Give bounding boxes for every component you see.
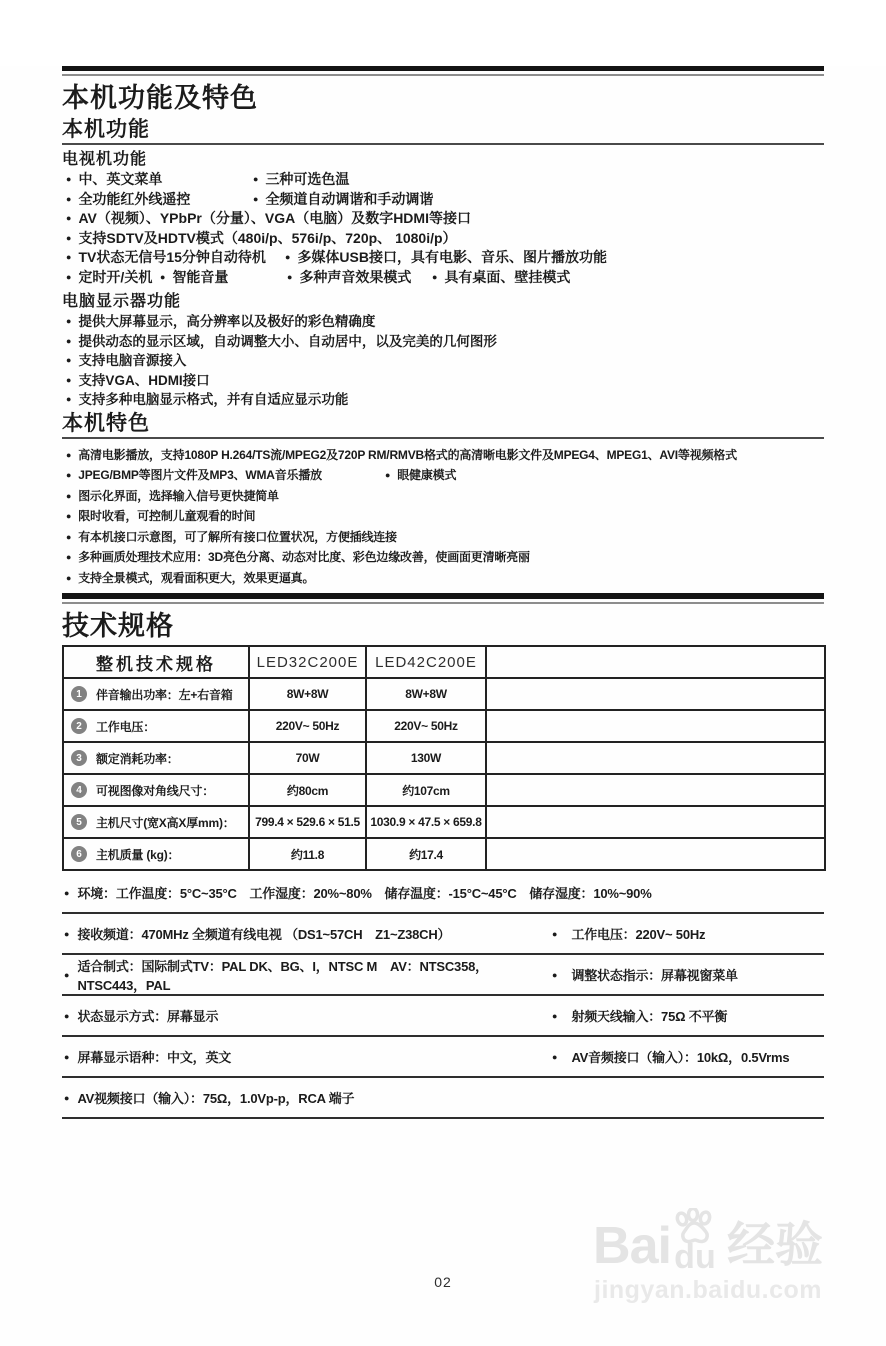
feature-text: 图示化界面，选择输入信号更快捷简单 [78, 488, 279, 503]
pc-feature-row [62, 371, 824, 391]
pc-feature-text: 支持电脑音源接入 [78, 353, 187, 368]
feature-row [62, 465, 824, 486]
bullet-icon: ● [66, 531, 72, 542]
tv-feature-text: 全频道自动调谐和手动调谐 [265, 190, 434, 207]
top-divider [62, 66, 824, 76]
spec-value-empty [486, 742, 825, 774]
feature-item [66, 568, 314, 589]
feature-text: 多种画质处理技术应用：3D亮色分离、动态对比度、彩色边缘改善，使画面更清晰亮丽 [78, 550, 530, 564]
tv-feature-text: 中、英文菜单 [78, 171, 163, 187]
spec-value-model1: 8W+8W [249, 678, 366, 710]
section-title-specs: 技术规格 [62, 611, 174, 641]
tv-feature-text: 多媒体USB接口，具有电影、音乐、图片播放功能 [297, 249, 607, 265]
spec-label-cell [63, 838, 249, 870]
tv-feature-text: 智能音量 [172, 268, 229, 285]
feature-text: 有本机接口示意图，可了解所有接口位置状况，方便插线连接 [78, 529, 397, 544]
spec-value-empty [486, 678, 825, 710]
spec-value-model1: 799.4 × 529.6 × 51.5 [249, 806, 366, 838]
spec-table-title: 整机技术规格 [63, 646, 249, 678]
spec-value-model2: 220V~ 50Hz [366, 710, 486, 742]
tv-feature-item [285, 248, 607, 268]
bullet-icon: ● [552, 1051, 558, 1062]
pc-feature-text: 提供动态的显示区域，自动调整大小、自动居中，以及完美的几何图形 [78, 333, 497, 349]
feature-row [62, 527, 824, 548]
model-column-2: LED42C200E [366, 646, 486, 678]
pc-feature-item [66, 351, 186, 371]
spec-value-model1: 约11.8 [249, 838, 366, 870]
spec-label-flex [64, 750, 248, 767]
spec-value-empty [486, 838, 825, 870]
watermark-brand-right: du [674, 1238, 716, 1276]
spec-detail-left-text: 屏幕显示语种：中文，英文 [77, 1050, 232, 1065]
feature-text: 支持全景模式，观看面积更大，效果更逼真。 [78, 570, 315, 585]
tv-feature-item [160, 268, 287, 288]
spec-detail-row [62, 1037, 824, 1078]
bullet-icon: ● [253, 193, 259, 204]
section-title-features: 本机特色 [62, 412, 824, 439]
tv-feature-row [62, 209, 824, 229]
spec-detail-right-text: 调整状态指示：屏幕视窗菜单 [571, 968, 738, 983]
spec-label-flex [64, 718, 248, 735]
manual-page [0, 66, 886, 1346]
feature-item [66, 547, 530, 568]
spec-value-empty [486, 806, 825, 838]
pc-feature-item [66, 390, 348, 410]
spec-detail-row [62, 873, 824, 914]
bullet-icon: ● [66, 271, 72, 282]
spec-label-text: 主机质量 (kg)： [96, 847, 180, 862]
tv-feature-row [62, 248, 824, 268]
bullet-icon: ● [64, 928, 70, 939]
spec-value-model2: 8W+8W [366, 678, 486, 710]
spec-detail-left [62, 1088, 824, 1107]
spec-detail-row [62, 996, 824, 1037]
pc-feature-text: 提供大屏幕显示，高分辨率以及极好的彩色精确度 [78, 314, 376, 329]
spec-detail-left-text: 环境：工作温度：5°C~35°C 工作湿度：20%~80% 储存温度：-15°C~45°C 储存湿度：10%~90% [77, 886, 652, 901]
spec-label-cell [63, 742, 249, 774]
model-column-1: LED32C200E [249, 646, 366, 678]
spec-detail-right [552, 1006, 824, 1025]
empty-column [486, 646, 825, 678]
bullet-icon: ● [66, 572, 72, 583]
bullet-icon: ● [66, 511, 72, 521]
spec-detail-left [62, 1047, 552, 1066]
feature-text: 眼健康模式 [397, 468, 457, 482]
tv-feature-item [66, 268, 160, 288]
feature-text: JPEG/BMP等图片文件及MP3、WMA音乐播放 [78, 468, 322, 482]
bullet-icon: ● [66, 316, 72, 326]
spec-label-cell [63, 710, 249, 742]
tv-feature-item [66, 209, 471, 229]
feature-item [385, 465, 456, 486]
tv-feature-item [66, 248, 285, 268]
circle-number-icon: 6 [71, 846, 87, 862]
bullet-icon: ● [552, 1010, 558, 1021]
bullet-icon: ● [64, 969, 70, 980]
spec-label-flex [64, 814, 248, 831]
bullet-icon: ● [66, 490, 72, 501]
tv-feature-text: 全功能红外线遥控 [78, 190, 191, 207]
tv-feature-item [253, 170, 349, 190]
tv-feature-row [62, 268, 824, 288]
spec-table-row [63, 678, 825, 710]
spec-detail-left [62, 956, 552, 994]
tv-feature-text: 定时开/关机 [78, 268, 153, 285]
watermark-brand-left: Bai [593, 1217, 671, 1275]
feature-row [62, 547, 824, 568]
tv-feature-row [62, 170, 824, 190]
tv-feature-item [66, 190, 253, 210]
bullet-icon: ● [66, 552, 72, 562]
spec-label-text: 伴音输出功率：左+右音箱 [96, 687, 233, 702]
spec-label-cell [63, 678, 249, 710]
spec-detail-right-text: AV音频接口（输入）：10kΩ，0.5Vrms [571, 1050, 790, 1065]
bullet-icon: ● [66, 193, 72, 204]
spec-table-row [63, 710, 825, 742]
feature-text: 高清电影播放，支持1080P H.264/TS流/MPEG2及720P RM/RMVB格式的高清晰电影文件及MPEG4、MPEG1、AVI等视频格式 [78, 447, 737, 462]
feature-row [62, 486, 824, 507]
spec-label-cell [63, 774, 249, 806]
spec-label-text: 工作电压： [96, 719, 156, 734]
feature-item [66, 486, 279, 507]
tv-feature-item [432, 268, 570, 288]
spec-detail-row [62, 1078, 824, 1119]
spec-detail-left-text: 状态显示方式：屏幕显示 [77, 1009, 219, 1024]
circle-number-icon: 3 [71, 750, 87, 766]
features-list [62, 445, 824, 589]
spec-value-model2: 约17.4 [366, 838, 486, 870]
watermark-url: jingyan.baidu.com [594, 1276, 822, 1304]
spec-table-row [63, 838, 825, 870]
pc-feature-item [66, 371, 210, 391]
bullet-icon: ● [385, 470, 391, 480]
watermark-brand-cn: 经验 [726, 1219, 823, 1272]
pc-feature-row [62, 332, 824, 352]
feature-row [62, 568, 824, 589]
bullet-icon: ● [64, 1051, 70, 1062]
feature-item [66, 527, 397, 548]
baidu-jingyan-watermark [558, 1208, 858, 1305]
bullet-icon: ● [66, 355, 72, 365]
spec-value-empty [486, 710, 825, 742]
tv-feature-item [66, 229, 457, 249]
feature-row [62, 506, 824, 527]
circle-number-icon: 2 [71, 718, 87, 734]
spec-label-text: 可视图像对角线尺寸： [96, 783, 215, 798]
bullet-icon: ● [66, 232, 72, 243]
spec-label-cell [63, 806, 249, 838]
page-number: 02 [434, 1274, 452, 1290]
bullet-icon: ● [285, 252, 291, 262]
spec-label-flex [64, 782, 248, 799]
spec-table-header-row [63, 646, 825, 678]
bullet-icon: ● [66, 470, 72, 480]
feature-text: 限时收看，可控制儿童观看的时间 [78, 509, 256, 523]
bullet-icon: ● [64, 1010, 70, 1021]
spec-table-row [63, 742, 825, 774]
spec-table-row [63, 806, 825, 838]
spec-detail-right [552, 1047, 824, 1066]
spec-detail-right [552, 924, 824, 943]
pc-feature-row [62, 312, 824, 332]
spec-detail-left-text: AV视频接口（输入）：75Ω，1.0Vp-p，RCA 端子 [77, 1091, 355, 1106]
spec-value-empty [486, 774, 825, 806]
feature-item [66, 445, 737, 466]
spec-detail-right-text: 射频天线输入：75Ω 不平衡 [571, 1009, 728, 1024]
bullet-icon: ● [66, 213, 72, 223]
bullet-icon: ● [64, 1092, 70, 1103]
circle-number-icon: 5 [71, 814, 87, 830]
feature-item [66, 465, 385, 486]
bullet-icon: ● [432, 271, 438, 282]
bullet-icon: ● [253, 174, 259, 184]
pc-feature-item [66, 332, 497, 352]
bullet-icon: ● [64, 887, 70, 898]
section-title-functions: 本机功能 [62, 118, 824, 145]
pc-feature-row [62, 351, 824, 371]
bullet-icon: ● [552, 928, 558, 939]
spec-detail-left [62, 924, 552, 943]
section-divider [62, 593, 824, 604]
circle-number-icon: 1 [71, 686, 87, 702]
spec-value-model2: 约107cm [366, 774, 486, 806]
bullet-icon: ● [287, 271, 293, 282]
spec-table-row [63, 774, 825, 806]
spec-label-text: 额定消耗功率： [96, 751, 179, 766]
spec-detail-list [62, 873, 824, 1119]
subsection-title-pc: 电脑显示器功能 [62, 293, 182, 310]
spec-label-flex [64, 686, 248, 703]
pc-feature-item [66, 312, 375, 332]
tv-feature-text: AV（视频）、YPbPr（分量）、VGA（电脑）及数字HDMI等接口 [78, 210, 471, 226]
tv-feature-text: 支持SDTV及HDTV模式（480i/p、576i/p、720p、 1080i/p） [78, 229, 457, 246]
spec-detail-left [62, 883, 824, 902]
tv-feature-list [62, 170, 824, 287]
spec-detail-left-text: 适合制式：国际制式TV：PAL DK、BG、I，NTSC M AV：NTSC358，NTSC443，PAL [77, 958, 488, 993]
pc-feature-list [62, 312, 824, 410]
spec-detail-right-text: 工作电压：220V~ 50Hz [571, 927, 706, 942]
tv-feature-row [62, 190, 824, 210]
bullet-icon: ● [552, 969, 558, 980]
tv-feature-item [66, 170, 253, 190]
spec-value-model2: 1030.9 × 47.5 × 659.8 [366, 806, 486, 838]
tv-feature-item [287, 268, 432, 288]
page-title: 本机功能及特色 [62, 83, 258, 113]
watermark-logo [558, 1208, 858, 1276]
spec-detail-right [552, 965, 824, 984]
bullet-icon: ● [66, 449, 72, 460]
tv-feature-item [253, 190, 433, 210]
spec-detail-row [62, 955, 824, 996]
bullet-icon: ● [160, 271, 166, 282]
bullet-icon: ● [66, 335, 72, 346]
spec-detail-left-text: 接收频道：470MHz 全频道有线电视 （DS1~57CH Z1~Z38CH） [77, 927, 451, 942]
spec-table [62, 645, 826, 871]
tv-feature-text: TV状态无信号15分钟自动待机 [78, 249, 266, 265]
bullet-icon: ● [66, 374, 72, 385]
spec-value-model1: 70W [249, 742, 366, 774]
pc-feature-text: 支持多种电脑显示格式，并有自适应显示功能 [78, 392, 349, 407]
spec-detail-row [62, 914, 824, 955]
bullet-icon: ● [66, 252, 72, 262]
spec-label-text: 主机尺寸(宽X高X厚mm)： [96, 815, 235, 830]
spec-detail-left [62, 1006, 552, 1025]
bullet-icon: ● [66, 174, 72, 184]
feature-item [66, 506, 255, 527]
tv-feature-text: 多种声音效果模式 [299, 268, 412, 285]
spec-value-model2: 130W [366, 742, 486, 774]
spec-value-model1: 约80cm [249, 774, 366, 806]
pc-feature-text: 支持VGA、HDMI接口 [78, 372, 210, 388]
circle-number-icon: 4 [71, 782, 87, 798]
tv-feature-text: 三种可选色温 [265, 171, 350, 187]
spec-label-flex [64, 846, 248, 863]
subsection-title-tv: 电视机功能 [62, 151, 148, 168]
tv-feature-row [62, 229, 824, 249]
tv-feature-text: 具有桌面、壁挂模式 [444, 268, 571, 285]
pc-feature-row [62, 390, 824, 410]
spec-value-model1: 220V~ 50Hz [249, 710, 366, 742]
feature-row [62, 445, 824, 466]
bullet-icon: ● [66, 394, 72, 404]
